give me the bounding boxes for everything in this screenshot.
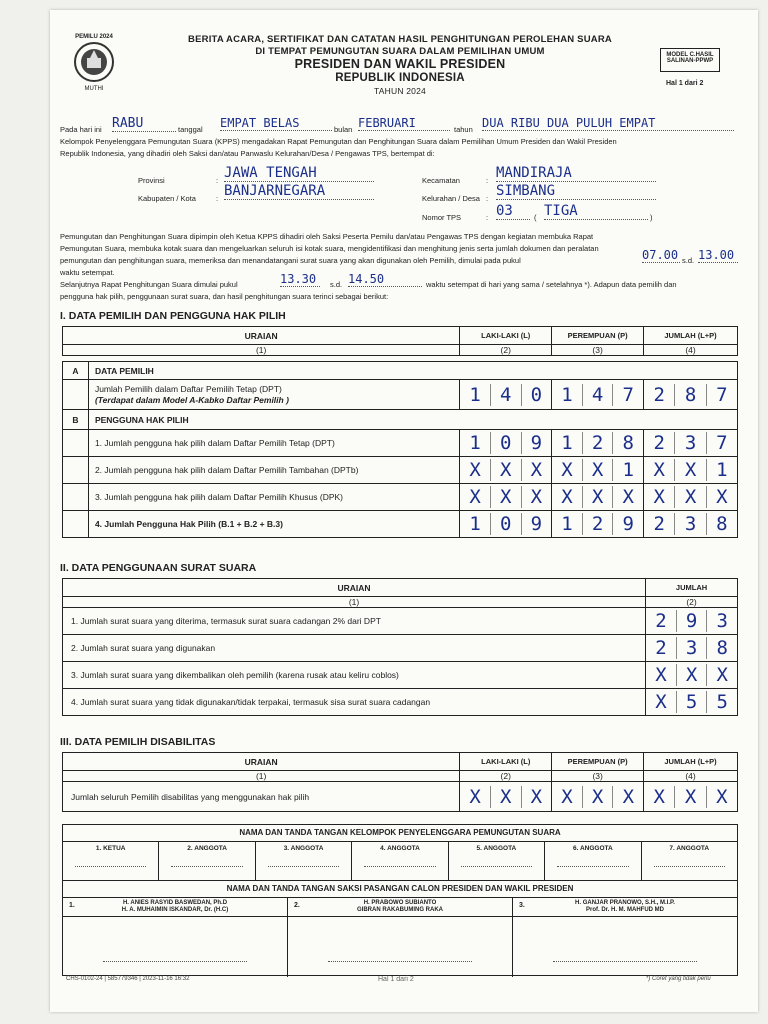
s1-b2-digit: X bbox=[674, 459, 705, 481]
s1-b4-digit: 8 bbox=[706, 513, 737, 535]
s3-row-label: Jumlah seluruh Pemilih disabilitas yang menggunakan hak pilih bbox=[63, 782, 460, 812]
s1-a-j-digit: 7 bbox=[706, 384, 737, 406]
s1-b-row-label: 4. Jumlah Pengguna Hak Pilih (B.1 + B.2 + B.3) bbox=[88, 511, 459, 538]
saksi-3-header: 3. H. GANJAR PRANOWO, S.H., M.I.P. Prof. Dr. H. M. MAHFUD MD bbox=[519, 900, 675, 913]
kpps-role: 3. ANGGOTA bbox=[256, 842, 352, 880]
section-2-table bbox=[62, 578, 738, 716]
s1-b4-digit: 9 bbox=[612, 513, 643, 535]
label-tanggal: tanggal bbox=[178, 125, 203, 134]
s1-a-row-note: (Terdapat dalam Model A-Kabko Daftar Pemilih ) bbox=[94, 394, 289, 405]
s3-num-3: (3) bbox=[552, 771, 644, 782]
logo-text-bottom: MUTHI bbox=[84, 86, 104, 92]
footer-code: CHS-0102-24 | 585779346 | 2023-11-16 16:32 bbox=[66, 976, 190, 982]
s2-r1-digit: 3 bbox=[706, 610, 737, 632]
field-hari: RABU bbox=[112, 116, 176, 132]
header-line-4: REPUBLIK INDONESIA bbox=[335, 72, 465, 84]
s1-b-row-label: 2. Jumlah pengguna hak pilih dalam Daftar Pemilih Tambahan (DPTb) bbox=[88, 457, 459, 484]
s2-r3-digit: X bbox=[655, 664, 667, 686]
s1-col-jumlah: JUMLAH (L+P) bbox=[644, 327, 738, 345]
s1-num-4: (4) bbox=[644, 345, 738, 356]
kpps-role: 1. KETUA bbox=[63, 842, 159, 880]
s1-a-p-digit: 1 bbox=[561, 383, 573, 406]
s3-col-perempuan: PEREMPUAN (P) bbox=[552, 753, 644, 771]
para-line-4: waktu setempat. bbox=[60, 268, 115, 277]
s1-b1-digit: 2 bbox=[582, 432, 613, 454]
s1-a-l-digit: 0 bbox=[521, 384, 552, 406]
s1-b1-digit: 0 bbox=[490, 432, 521, 454]
s1-b3-digit: X bbox=[582, 486, 613, 508]
para-line-6: pengguna hak pilih, penggunaan surat suara, dan hasil penghitungan suara terinci sebagai berikut: bbox=[60, 292, 389, 301]
s1-b3-digit: X bbox=[521, 486, 552, 508]
s2-r4-digit: 5 bbox=[706, 691, 737, 713]
s3-col-uraian: URAIAN bbox=[63, 753, 460, 771]
s3-j-digit: X bbox=[653, 785, 665, 808]
s1-b3-digit: X bbox=[561, 486, 573, 508]
s1-b3-digit: X bbox=[490, 486, 521, 508]
section-3-table bbox=[62, 752, 738, 812]
field-kecamatan: MANDIRAJA bbox=[496, 165, 656, 182]
s1-b2-digit: X bbox=[521, 459, 552, 481]
field-count-end: 14.50 bbox=[348, 272, 422, 287]
s1-b2-digit: 1 bbox=[706, 459, 737, 481]
s3-num-2: (2) bbox=[460, 771, 552, 782]
s1-b4-digit: 1 bbox=[469, 513, 481, 535]
label-kabupaten: Kabupaten / Kota bbox=[138, 194, 196, 203]
s3-col-laki: LAKI-LAKI (L) bbox=[460, 753, 552, 771]
signature-section bbox=[62, 824, 738, 976]
s2-row-label: 3. Jumlah surat suara yang dikembalikan oleh pemilih (karena rusak atau keliru coblos) bbox=[63, 662, 646, 689]
intro-text-1: Kelompok Penyelenggara Pemungutan Suara (KPPS) mengadakan Rapat Pemungutan dan Penghitungan Suara dalam Pemilihan Umum Presiden dan Wakil Presiden bbox=[60, 137, 617, 146]
s1-col-uraian: URAIAN bbox=[63, 327, 460, 345]
s2-row-label: 2. Jumlah surat suara yang digunakan bbox=[63, 635, 646, 662]
s1-b2-digit: X bbox=[653, 459, 665, 481]
s3-col-jumlah: JUMLAH (L+P) bbox=[644, 753, 738, 771]
s1-a-letter: A bbox=[63, 362, 89, 380]
s1-b1-digit: 2 bbox=[653, 432, 665, 454]
section-3-title: III. DATA PEMILIH DISABILITAS bbox=[60, 736, 216, 748]
para-line-1: Pemungutan dan Penghitungan Suara dipimpin oleh Ketua KPPS dihadiri oleh Saksi Peserta Pemilu dan/atau Pengawas TPS dengan kegiatan membuka Rapat bbox=[60, 232, 594, 241]
label-provinsi: Provinsi bbox=[138, 176, 165, 185]
s3-p-digit: X bbox=[561, 785, 573, 808]
kpps-role: 4. ANGGOTA bbox=[352, 842, 448, 880]
s2-r2-digit: 8 bbox=[706, 637, 737, 659]
s1-b4-digit: 2 bbox=[582, 513, 613, 535]
s1-b4-digit: 3 bbox=[674, 513, 705, 535]
footer-page: Hal 1 dari 2 bbox=[378, 976, 414, 983]
logo-text-top: PEMILU 2024 bbox=[75, 34, 113, 40]
s2-r2-digit: 2 bbox=[655, 637, 667, 659]
s1-b-letter: B bbox=[63, 410, 89, 430]
s1-a-l-digit: 1 bbox=[469, 383, 481, 406]
kpps-role: 5. ANGGOTA bbox=[449, 842, 545, 880]
field-end-time: 13.00 bbox=[698, 248, 738, 263]
field-start-time: 07.00 bbox=[642, 248, 679, 262]
s2-r1-digit: 9 bbox=[676, 610, 707, 632]
section-1-table bbox=[62, 326, 738, 538]
s2-r4-digit: X bbox=[655, 691, 667, 713]
s1-b3-digit: X bbox=[469, 486, 481, 508]
s3-num-1: (1) bbox=[63, 771, 460, 782]
s2-r1-digit: 2 bbox=[655, 610, 667, 632]
saksi-2-header: 2. H. PRABOWO SUBIANTO GIBRAN RAKABUMING RAKA bbox=[288, 898, 513, 916]
s1-a-j-digit: 2 bbox=[653, 383, 665, 406]
s1-b3-digit: X bbox=[653, 486, 665, 508]
kpps-roles-row bbox=[63, 842, 737, 881]
field-tps-word: TIGA bbox=[544, 203, 648, 220]
field-kabupaten: BANJARNEGARA bbox=[224, 183, 374, 200]
s1-b1-digit: 3 bbox=[674, 432, 705, 454]
s2-row-label: 4. Jumlah surat suara yang tidak digunakan/tidak terpakai, termasuk sisa surat suara cadangan bbox=[63, 689, 646, 716]
saksi-1-sign-area bbox=[63, 917, 288, 977]
s1-b4-digit: 9 bbox=[521, 513, 552, 535]
label-kelurahan: Kelurahan / Desa bbox=[422, 194, 480, 203]
saksi-3-sign-area bbox=[513, 917, 737, 977]
s1-b2-digit: X bbox=[561, 459, 573, 481]
s1-b2-digit: 1 bbox=[612, 459, 643, 481]
s2-r4-digit: 5 bbox=[676, 691, 707, 713]
para-line-5a: Selanjutnya Rapat Penghitungan Suara dimulai pukul bbox=[60, 280, 238, 289]
s1-b1-digit: 1 bbox=[469, 432, 481, 454]
s1-b3-digit: X bbox=[706, 486, 737, 508]
s2-r2-digit: 3 bbox=[676, 637, 707, 659]
s2-row-label: 1. Jumlah surat suara yang diterima, termasuk surat suara cadangan 2% dari DPT bbox=[63, 608, 646, 635]
s1-b-row-label: 1. Jumlah pengguna hak pilih dalam Daftar Pemilih Tetap (DPT) bbox=[88, 430, 459, 457]
s1-col-laki: LAKI-LAKI (L) bbox=[460, 327, 552, 345]
para-line-2: Pemungutan Suara, membuka kotak suara dan mengeluarkan seluruh isi kotak suara, mengidentifikasi dan menghitung jenis serta jumlah dokumen dan peralatan bbox=[60, 244, 599, 253]
s3-j-digit: X bbox=[674, 786, 705, 808]
field-tahun: DUA RIBU DUA PULUH EMPAT bbox=[482, 116, 734, 131]
s1-a-p-digit: 7 bbox=[612, 384, 643, 406]
s2-col-jumlah: JUMLAH bbox=[646, 579, 738, 597]
footer-note: *) Coret yang tidak perlu bbox=[646, 976, 711, 982]
field-provinsi: JAWA TENGAH bbox=[224, 165, 374, 182]
header-line-3: PRESIDEN DAN WAKIL PRESIDEN bbox=[294, 57, 506, 71]
label-tahun: tahun bbox=[454, 125, 473, 134]
kpps-role: 7. ANGGOTA bbox=[642, 842, 737, 880]
s1-num-3: (3) bbox=[552, 345, 644, 356]
label-sd-2: s.d. bbox=[330, 280, 343, 289]
s1-b4-digit: 1 bbox=[561, 513, 573, 535]
s1-a-j-digit: 8 bbox=[674, 384, 705, 406]
kpu-logo bbox=[70, 34, 118, 98]
s1-b2-digit: X bbox=[582, 459, 613, 481]
s1-b2-digit: X bbox=[490, 459, 521, 481]
s1-a-p-digit: 4 bbox=[582, 384, 613, 406]
saksi-header-row bbox=[63, 898, 737, 917]
model-line-2: SALINAN-PPWP bbox=[666, 58, 714, 64]
saksi-title: NAMA DAN TANDA TANGAN SAKSI PASANGAN CALON PRESIDEN DAN WAKIL PRESIDEN bbox=[63, 881, 737, 898]
field-tps-number: 03 bbox=[496, 203, 530, 220]
s3-num-4: (4) bbox=[644, 771, 738, 782]
s1-b4-digit: 0 bbox=[490, 513, 521, 535]
s1-a-row-label: Jumlah Pemilih dalam Daftar Pemilih Tetap (DPT) bbox=[94, 383, 282, 394]
s1-b1-digit: 7 bbox=[706, 432, 737, 454]
saksi-1-header: 1. H. ANIES RASYID BASWEDAN, Ph.D H. A. MUHAIMIN ISKANDAR, Dr. (H.C) bbox=[63, 898, 288, 916]
s3-l-digit: X bbox=[521, 786, 552, 808]
s3-p-digit: X bbox=[582, 786, 613, 808]
field-tanggal: EMPAT BELAS bbox=[220, 116, 332, 131]
s1-b3-digit: X bbox=[674, 486, 705, 508]
label-sd: s.d. bbox=[682, 256, 695, 265]
kpps-title: NAMA DAN TANDA TANGAN KELOMPOK PENYELENGGARA PEMUNGUTAN SUARA bbox=[63, 825, 737, 842]
s1-b1-digit: 9 bbox=[521, 432, 552, 454]
s2-num-1: (1) bbox=[63, 597, 646, 608]
kpps-role: 2. ANGGOTA bbox=[159, 842, 255, 880]
intro-text-2: Republik Indonesia, yang dihadiri oleh Saksi dan/atau Panwaslu Kelurahan/Desa / Pengawas TPS, bertempat di: bbox=[60, 149, 435, 158]
s3-j-digit: X bbox=[706, 786, 737, 808]
s2-r3-digit: X bbox=[676, 664, 707, 686]
s1-b-row-label: 3. Jumlah pengguna hak pilih dalam Daftar Pemilih Khusus (DPK) bbox=[88, 484, 459, 511]
s1-a-title: DATA PEMILIH bbox=[88, 362, 737, 380]
page-indicator: Hal 1 dari 2 bbox=[666, 80, 704, 87]
s2-col-uraian: URAIAN bbox=[63, 579, 646, 597]
s3-p-digit: X bbox=[612, 786, 643, 808]
label-bulan: bulan bbox=[334, 125, 353, 134]
s1-b2-digit: X bbox=[469, 459, 481, 481]
s3-l-digit: X bbox=[469, 785, 481, 808]
para-line-3: pemungutan dan penghitungan suara, memeriksa dan menandatangani surat suara yang akan digunakan oleh Pemilih, dimulai pada pukul bbox=[60, 256, 521, 265]
s1-b3-digit: X bbox=[612, 486, 643, 508]
kpps-role: 6. ANGGOTA bbox=[545, 842, 641, 880]
s1-a-l-digit: 4 bbox=[490, 384, 521, 406]
section-2-title: II. DATA PENGGUNAAN SURAT SUARA bbox=[60, 562, 257, 574]
s2-num-2: (2) bbox=[646, 597, 738, 608]
s1-b-title: PENGGUNA HAK PILIH bbox=[88, 410, 737, 430]
saksi-2-sign-area bbox=[288, 917, 513, 977]
para-line-5b: waktu setempat di hari yang sama / setelahnya *). Adapun data pemilih dan bbox=[426, 280, 677, 289]
field-bulan: FEBRUARI bbox=[358, 116, 450, 131]
s1-num-1: (1) bbox=[63, 345, 460, 356]
s3-l-digit: X bbox=[490, 786, 521, 808]
header-line-5: TAHUN 2024 bbox=[374, 86, 426, 96]
header-line-1: BERITA ACARA, SERTIFIKAT DAN CATATAN HASIL PENGHITUNGAN PEROLEHAN SUARA bbox=[188, 34, 612, 45]
header-line-2: DI TEMPAT PEMUNGUTAN SUARA DALAM PEMILIHAN UMUM bbox=[255, 46, 545, 57]
field-count-start: 13.30 bbox=[280, 272, 320, 287]
s1-col-perempuan: PEREMPUAN (P) bbox=[552, 327, 644, 345]
label-tps: Nomor TPS bbox=[422, 213, 462, 222]
model-box bbox=[660, 48, 720, 72]
s1-num-2: (2) bbox=[460, 345, 552, 356]
saksi-sign-row bbox=[63, 917, 737, 977]
s1-b4-digit: 2 bbox=[653, 513, 665, 535]
field-kelurahan: SIMBANG bbox=[496, 183, 656, 200]
s1-b1-digit: 1 bbox=[561, 432, 573, 454]
label-kecamatan: Kecamatan bbox=[422, 176, 460, 185]
section-1-title: I. DATA PEMILIH DAN PENGGUNA HAK PILIH bbox=[60, 310, 286, 322]
model-line-1: MODEL C.HASIL bbox=[666, 52, 714, 58]
document-page: PEMILU 2024 MUTHI BERITA ACARA, SERTIFIKAT DAN CATATAN HASIL PENGHITUNGAN PEROLEHAN SUARA DI TEMPAT PEMUNGUTAN SUARA DALAM PEMILIHAN UMUM PRESIDEN DAN WAKIL PRESIDEN REPUBLIK INDONESIA TAHUN 2024 MODEL C.HASIL SALINAN-PPWP Hal 1 dari 2 Pada hari ini RABU tanggal EMPAT BELAS bulan FEBRUARI tahun DUA RIBU DUA PULUH EMPAT Kelompok Penyelenggara Pemungutan Suara (KPPS) mengadakan Rapat Pemungutan dan Penghitungan Suara dalam Pemilihan Umum Presiden dan Wakil Presiden Republik Indonesia, yang dihadiri oleh Saksi dan/atau Panwaslu Kelurahan/Desa / Pengawas TPS, bertempat di: Provinsi : JAWA TENGAH Kabupaten / Kota : BANJARNEGARA Kecamatan : MANDIRAJA Kelurahan / Desa : SIMBANG Nomor TPS : 03 ( TIGA ) Pemungutan dan Penghitungan Suara dipimpin oleh Ketua KPPS dihadiri oleh Saksi Peserta Pemilu dan/atau Pengawas TPS dengan kegiatan membuka Rapat Pemungutan Suara, membuka kotak suara dan mengeluarkan seluruh isi kotak suara, mengidentifikasi dan menghitung jenis serta jumlah dokumen dan peralatan pemungutan dan penghitungan suara, memeriksa dan menandatangani surat suara yang akan digunakan oleh Pemilih, dimulai pada pukul 07.00 s.d. 13.00 waktu setempat. Selanjutnya Rapat Penghitungan Suara dimulai pukul 13.30 s.d. 14.50 waktu setempat di hari yang sama / setelahnya *). Adapun data pemilih dan pengguna hak pilih, penggunaan surat suara, dan hasil penghitungan suara terinci sebagai berikut: I. DATA PEMILIH DAN PENGGUNA HAK PILIH URAIAN LAKI-LAKI (L) PEREMPUAN (P) JUMLAH (L+P) (1) (2) (3) (4) A DATA PEMILIH Jumlah Pemilih dalam Daftar Pemilih Tetap (DPT) (Terdapat dalam Model A-Kabko Daftar Pemilih ) 1 4 0 1 4 7 2 8 7 B PENGGUNA HAK PILIH 1. Jumlah pengguna hak pilih dalam Daftar Pemilih Tetap (DPT) 1 0 9 1 2 8 2 3 7 2. Jumlah pengguna hak pilih dalam Daftar Pemilih Tambahan (DPTb) X X X X X 1 X X 1 3. Jumlah pengguna hak pilih dalam Daftar Pemilih Khusus (DPK) X X X X X X X X X 4. Jumlah Pengguna Hak Pilih (B.1 + B.2 + B.3) 1 0 9 1 2 9 2 3 8 II. DATA PENGGUNAAN SURAT SUARA URAIAN JUMLAH (1) (2) 1. Jumlah surat suara yang diterima, termasuk surat suara cadangan 2% dari DPT 2 9 3 2. Jumlah surat suara yang digunakan 2 3 8 3. Jumlah surat suara yang dikembalikan oleh pemilih (karena rusak atau keliru coblos) X X X 4. Jumlah surat suara yang tidak digunakan/tidak terpakai, termasuk sisa surat suara cadangan X 5 5 III. DATA PEMILIH DISABILITAS URAIAN LAKI-LAKI (L) PEREMPUAN (P) JUMLAH (L+P) (1) (2) (3) (4) Jumlah seluruh Pemilih disabilitas yang menggunakan hak pilih X X X X X X X X X NAMA DAN TANDA TANGAN KELOMPOK PENYELENGGARA PEMUNGUTAN SUARA 1. KETUA 2. ANGGOTA 3. ANGGOTA 4. ANGGOTA 5. ANGGOTA 6. ANGGOTA 7. ANGGOTA NAMA DAN TANDA TANGAN SAKSI PASANGAN CALON PRESIDEN DAN WAKIL PRESIDEN 1. H. ANIES RASYID BASWEDAN, Ph.D H. A. MUHAIMIN ISKANDAR, Dr. (H.C) 2. H. PRABOWO SUBIANTO GIBRAN RAKABUMING RAKA 3. H. GANJAR PRANOWO, S.H., M.I.P. Prof. Dr. H. M. MAHFUD MD CHS-0102-24 | 585779346 | 2023-11-16 16:32 Hal 1 dari 2 *) Coret yang tidak perlu bbox=[50, 10, 758, 1012]
label-pada-hari-ini: Pada hari ini bbox=[60, 125, 102, 134]
s2-r3-digit: X bbox=[706, 664, 737, 686]
s1-b1-digit: 8 bbox=[612, 432, 643, 454]
